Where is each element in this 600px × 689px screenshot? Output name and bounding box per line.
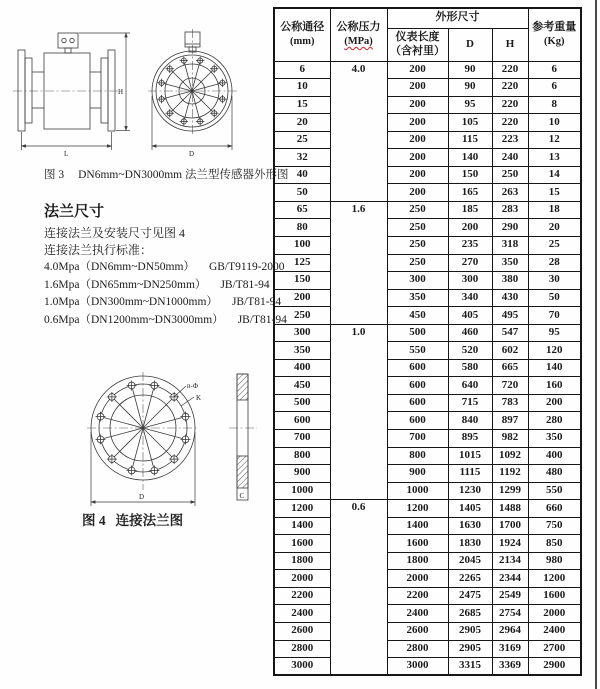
table-row bbox=[274, 166, 581, 184]
d-cell: 105 bbox=[448, 114, 492, 132]
wt-cell: 660 bbox=[528, 500, 581, 518]
standard-code: JB/T81-94 bbox=[231, 296, 282, 308]
h-cell: 2134 bbox=[492, 552, 528, 570]
h-cell: 220 bbox=[492, 61, 528, 79]
d-cell: 1405 bbox=[448, 500, 492, 518]
len-cell: 250 bbox=[387, 236, 448, 254]
col-header-wt-unit: (Kg) bbox=[544, 36, 565, 48]
table-row bbox=[274, 359, 581, 377]
d-cell: 2685 bbox=[448, 605, 492, 623]
h-cell: 982 bbox=[492, 429, 528, 447]
table-row bbox=[274, 552, 581, 570]
len-cell: 200 bbox=[387, 131, 448, 149]
d-cell: 270 bbox=[448, 254, 492, 272]
table-row bbox=[274, 623, 581, 641]
dn-cell: 2400 bbox=[274, 605, 330, 623]
table-row bbox=[274, 61, 581, 79]
len-cell: 1800 bbox=[387, 552, 448, 570]
len-cell: 250 bbox=[387, 254, 448, 272]
sensor-side-view bbox=[13, 33, 130, 158]
h-cell: 430 bbox=[492, 289, 528, 307]
d-cell: 1830 bbox=[448, 535, 492, 553]
table-row bbox=[274, 640, 581, 658]
h-cell: 263 bbox=[492, 184, 528, 202]
standard-item bbox=[44, 293, 287, 311]
len-cell: 2600 bbox=[387, 623, 448, 641]
d-cell: 1630 bbox=[448, 517, 492, 535]
d-cell: 90 bbox=[448, 61, 492, 79]
d-cell: 580 bbox=[448, 359, 492, 377]
d-cell: 1230 bbox=[448, 482, 492, 500]
table-row bbox=[274, 465, 581, 483]
figure3-drawing bbox=[2, 4, 267, 162]
dim-label-D: D bbox=[139, 493, 145, 501]
dn-cell: 50 bbox=[274, 184, 330, 202]
table-row bbox=[274, 535, 581, 553]
wt-cell: 12 bbox=[528, 131, 581, 149]
bolt-circle-label: K bbox=[196, 394, 202, 402]
wt-cell: 2900 bbox=[528, 658, 581, 676]
wt-cell: 120 bbox=[528, 342, 581, 360]
len-cell: 550 bbox=[387, 342, 448, 360]
h-cell: 1092 bbox=[492, 447, 528, 465]
col-header-pn bbox=[330, 8, 387, 61]
dn-cell: 100 bbox=[274, 236, 330, 254]
dn-cell: 2600 bbox=[274, 623, 330, 641]
h-cell: 665 bbox=[492, 359, 528, 377]
h-cell: 318 bbox=[492, 236, 528, 254]
dn-cell: 1800 bbox=[274, 552, 330, 570]
wt-cell: 2400 bbox=[528, 623, 581, 641]
table-row bbox=[274, 570, 581, 588]
flange-front-view bbox=[87, 372, 201, 506]
dn-cell: 125 bbox=[274, 254, 330, 272]
h-cell: 2754 bbox=[492, 605, 528, 623]
d-cell: 3315 bbox=[448, 658, 492, 676]
wt-cell: 50 bbox=[528, 289, 581, 307]
junction-box-side bbox=[58, 33, 78, 53]
wt-cell: 750 bbox=[528, 517, 581, 535]
table-row bbox=[274, 254, 581, 272]
h-cell: 240 bbox=[492, 149, 528, 167]
len-cell: 2200 bbox=[387, 587, 448, 605]
figure4-caption-title: 连接法兰图 bbox=[115, 513, 184, 528]
table-row bbox=[274, 149, 581, 167]
len-cell: 250 bbox=[387, 219, 448, 237]
dn-cell: 80 bbox=[274, 219, 330, 237]
standard-code: JB/T81-94 bbox=[220, 278, 270, 291]
h-cell: 380 bbox=[492, 272, 528, 290]
dn-cell: 1000 bbox=[274, 482, 330, 500]
dn-cell: 2800 bbox=[274, 640, 330, 658]
table-row bbox=[274, 447, 581, 465]
h-cell: 250 bbox=[492, 166, 528, 184]
col-header-dn-unit: (mm) bbox=[290, 36, 315, 48]
table-row bbox=[274, 605, 581, 623]
len-cell: 200 bbox=[387, 79, 448, 97]
dim-label-D: D bbox=[189, 150, 195, 158]
d-cell: 840 bbox=[448, 412, 492, 430]
h-cell: 350 bbox=[492, 254, 528, 272]
h-cell: 223 bbox=[492, 131, 528, 149]
d-cell: 1115 bbox=[448, 465, 492, 483]
wt-cell: 10 bbox=[528, 114, 581, 132]
col-header-wt-label: 参考重量 bbox=[532, 21, 577, 34]
dn-cell: 150 bbox=[274, 272, 330, 290]
dn-cell: 3000 bbox=[274, 658, 330, 676]
h-cell: 1192 bbox=[492, 465, 528, 483]
wt-cell: 280 bbox=[528, 412, 581, 430]
spec-table-body bbox=[274, 61, 581, 675]
dn-cell: 350 bbox=[274, 342, 330, 360]
wt-cell: 18 bbox=[528, 201, 581, 219]
wt-cell: 850 bbox=[528, 535, 581, 553]
flange-para-2: 连接法兰执行标准： bbox=[44, 243, 153, 257]
standard-spec: 1.0Mpa（DN300mm~DN1000mm） bbox=[44, 296, 218, 308]
page-edge-line bbox=[595, 0, 597, 689]
pn-cell: 4.0 bbox=[330, 61, 387, 201]
len-cell: 500 bbox=[387, 324, 448, 342]
h-cell: 720 bbox=[492, 377, 528, 395]
d-cell: 520 bbox=[448, 342, 492, 360]
len-cell: 1400 bbox=[387, 517, 448, 535]
len-cell: 200 bbox=[387, 166, 448, 184]
col-header-dn-label: 公称通径 bbox=[280, 21, 325, 34]
col-header-length-label: 仪表长度 bbox=[395, 30, 440, 43]
bolt-count-label: n-Φ bbox=[187, 382, 198, 390]
pn-cell: 1.0 bbox=[330, 324, 387, 499]
d-cell: 150 bbox=[448, 166, 492, 184]
d-cell: 2905 bbox=[448, 623, 492, 641]
col-header-d: D bbox=[448, 28, 492, 61]
flange-para-1: 连接法兰及安装尺寸见图 4 bbox=[44, 226, 186, 240]
h-cell: 2964 bbox=[492, 623, 528, 641]
h-cell: 2549 bbox=[492, 587, 528, 605]
dn-cell: 15 bbox=[274, 96, 330, 114]
len-cell: 1200 bbox=[387, 500, 448, 518]
dn-cell: 32 bbox=[274, 149, 330, 167]
wt-cell: 480 bbox=[528, 465, 581, 483]
table-row bbox=[274, 377, 581, 395]
table-row bbox=[274, 131, 581, 149]
len-cell: 3000 bbox=[387, 658, 448, 676]
h-cell: 220 bbox=[492, 79, 528, 97]
wt-cell: 28 bbox=[528, 254, 581, 272]
d-cell: 405 bbox=[448, 307, 492, 325]
d-cell: 340 bbox=[448, 289, 492, 307]
wt-cell: 15 bbox=[528, 184, 581, 202]
len-cell: 1600 bbox=[387, 535, 448, 553]
wt-cell: 13 bbox=[528, 149, 581, 167]
d-cell: 2265 bbox=[448, 570, 492, 588]
len-cell: 350 bbox=[387, 289, 448, 307]
h-cell: 220 bbox=[492, 96, 528, 114]
h-cell: 3369 bbox=[492, 658, 528, 676]
standard-item bbox=[44, 311, 287, 329]
len-cell: 700 bbox=[387, 429, 448, 447]
h-cell: 1700 bbox=[492, 517, 528, 535]
wt-cell: 160 bbox=[528, 377, 581, 395]
dn-cell: 25 bbox=[274, 131, 330, 149]
len-cell: 200 bbox=[387, 114, 448, 132]
wt-cell: 980 bbox=[528, 552, 581, 570]
d-cell: 640 bbox=[448, 377, 492, 395]
len-cell: 2800 bbox=[387, 640, 448, 658]
d-cell: 895 bbox=[448, 429, 492, 447]
spec-table bbox=[273, 7, 582, 676]
table-row bbox=[274, 79, 581, 97]
table-row bbox=[274, 114, 581, 132]
h-cell: 2344 bbox=[492, 570, 528, 588]
wt-cell: 14 bbox=[528, 166, 581, 184]
dn-cell: 700 bbox=[274, 429, 330, 447]
wt-cell: 20 bbox=[528, 219, 581, 237]
wt-cell: 70 bbox=[528, 307, 581, 325]
d-cell: 2475 bbox=[448, 587, 492, 605]
dn-cell: 300 bbox=[274, 324, 330, 342]
dn-cell: 2200 bbox=[274, 587, 330, 605]
h-cell: 1299 bbox=[492, 482, 528, 500]
len-cell: 600 bbox=[387, 394, 448, 412]
dn-cell: 6 bbox=[274, 61, 330, 79]
col-header-length-note: （含衬里） bbox=[390, 44, 445, 57]
len-cell: 200 bbox=[387, 96, 448, 114]
dn-cell: 10 bbox=[274, 79, 330, 97]
d-cell: 200 bbox=[448, 219, 492, 237]
col-header-dn bbox=[274, 8, 330, 61]
flange-standards-list bbox=[44, 258, 287, 328]
dim-label-H: H bbox=[118, 88, 124, 96]
h-cell: 1924 bbox=[492, 535, 528, 553]
standard-code: JB/T81-94 bbox=[237, 313, 287, 326]
wt-cell: 1200 bbox=[528, 570, 581, 588]
figure4-drawing bbox=[0, 368, 270, 508]
dn-cell: 200 bbox=[274, 289, 330, 307]
d-cell: 2905 bbox=[448, 640, 492, 658]
h-cell: 3169 bbox=[492, 640, 528, 658]
len-cell: 200 bbox=[387, 61, 448, 79]
thickness-label-C: C bbox=[239, 492, 245, 500]
len-cell: 250 bbox=[387, 201, 448, 219]
wt-cell: 1600 bbox=[528, 587, 581, 605]
wt-cell: 200 bbox=[528, 394, 581, 412]
wt-cell: 6 bbox=[528, 61, 581, 79]
h-cell: 897 bbox=[492, 412, 528, 430]
d-cell: 165 bbox=[448, 184, 492, 202]
dn-cell: 65 bbox=[274, 201, 330, 219]
wt-cell: 6 bbox=[528, 79, 581, 97]
wt-cell: 95 bbox=[528, 324, 581, 342]
table-row bbox=[274, 412, 581, 430]
wt-cell: 25 bbox=[528, 236, 581, 254]
len-cell: 300 bbox=[387, 272, 448, 290]
d-cell: 300 bbox=[448, 272, 492, 290]
len-cell: 600 bbox=[387, 377, 448, 395]
figure3-caption bbox=[44, 166, 288, 182]
table-row bbox=[274, 272, 581, 290]
len-cell: 900 bbox=[387, 465, 448, 483]
figure4-caption bbox=[82, 509, 183, 529]
h-cell: 290 bbox=[492, 219, 528, 237]
wt-cell: 2000 bbox=[528, 605, 581, 623]
table-row bbox=[274, 517, 581, 535]
table-row bbox=[274, 201, 581, 219]
dn-cell: 800 bbox=[274, 447, 330, 465]
len-cell: 2400 bbox=[387, 605, 448, 623]
table-row bbox=[274, 307, 581, 325]
standard-spec: 0.6Mpa（DN1200mm~DN3000mm） bbox=[44, 313, 224, 326]
standard-item bbox=[44, 276, 287, 294]
dn-cell: 1600 bbox=[274, 535, 330, 553]
wt-cell: 400 bbox=[528, 447, 581, 465]
dn-cell: 500 bbox=[274, 394, 330, 412]
h-cell: 602 bbox=[492, 342, 528, 360]
dn-cell: 450 bbox=[274, 377, 330, 395]
table-row bbox=[274, 219, 581, 237]
col-header-pn-label: 公称压力 bbox=[336, 21, 381, 34]
len-cell: 800 bbox=[387, 447, 448, 465]
len-cell: 1000 bbox=[387, 482, 448, 500]
standard-item bbox=[44, 258, 287, 276]
table-row bbox=[274, 394, 581, 412]
dn-cell: 1400 bbox=[274, 517, 330, 535]
flange-section-view bbox=[229, 374, 257, 500]
col-header-h: H bbox=[492, 28, 528, 61]
len-cell: 600 bbox=[387, 359, 448, 377]
figure4-caption-label: 图 4 bbox=[82, 513, 106, 528]
dn-cell: 2000 bbox=[274, 570, 330, 588]
dn-cell: 600 bbox=[274, 412, 330, 430]
wt-cell: 30 bbox=[528, 272, 581, 290]
pn-cell: 1.6 bbox=[330, 201, 387, 324]
d-cell: 140 bbox=[448, 149, 492, 167]
pn-cell: 0.6 bbox=[330, 500, 387, 675]
table-row bbox=[274, 236, 581, 254]
len-cell: 200 bbox=[387, 149, 448, 167]
dn-cell: 250 bbox=[274, 307, 330, 325]
col-header-dims: 外形尺寸 bbox=[387, 8, 528, 28]
table-row bbox=[274, 342, 581, 360]
col-header-length bbox=[387, 28, 448, 61]
col-header-wt bbox=[528, 8, 581, 61]
h-cell: 783 bbox=[492, 394, 528, 412]
h-cell: 547 bbox=[492, 324, 528, 342]
d-cell: 95 bbox=[448, 96, 492, 114]
wt-cell: 350 bbox=[528, 429, 581, 447]
h-cell: 1488 bbox=[492, 500, 528, 518]
table-row bbox=[274, 482, 581, 500]
h-cell: 283 bbox=[492, 201, 528, 219]
standard-spec: 1.6Mpa（DN65mm~DN250mm） bbox=[44, 278, 207, 291]
dn-cell: 900 bbox=[274, 465, 330, 483]
len-cell: 200 bbox=[387, 184, 448, 202]
d-cell: 2045 bbox=[448, 552, 492, 570]
d-cell: 460 bbox=[448, 324, 492, 342]
d-cell: 235 bbox=[448, 236, 492, 254]
figure3-caption-label: 图 3 bbox=[44, 169, 65, 181]
standard-code: GB/T9119-2000 bbox=[208, 261, 285, 273]
table-row bbox=[274, 587, 581, 605]
wt-cell: 8 bbox=[528, 96, 581, 114]
standard-spec: 4.0Mpa（DN6mm~DN50mm） bbox=[44, 261, 195, 273]
dn-cell: 20 bbox=[274, 114, 330, 132]
dn-cell: 1200 bbox=[274, 500, 330, 518]
dn-cell: 400 bbox=[274, 359, 330, 377]
len-cell: 2000 bbox=[387, 570, 448, 588]
d-cell: 185 bbox=[448, 201, 492, 219]
len-cell: 450 bbox=[387, 307, 448, 325]
d-cell: 115 bbox=[448, 131, 492, 149]
flange-size-heading: 法兰尺寸 bbox=[44, 204, 105, 220]
d-cell: 1015 bbox=[448, 447, 492, 465]
table-row bbox=[274, 184, 581, 202]
h-cell: 495 bbox=[492, 307, 528, 325]
table-row bbox=[274, 289, 581, 307]
table-row bbox=[274, 658, 581, 676]
figure3-caption-title: DN6mm~DN3000mm 法兰型传感器外形图 bbox=[78, 169, 289, 181]
table-row bbox=[274, 500, 581, 518]
col-header-pn-unit: (MPa) bbox=[344, 36, 373, 48]
table-row bbox=[274, 429, 581, 447]
d-cell: 90 bbox=[448, 79, 492, 97]
wt-cell: 2700 bbox=[528, 640, 581, 658]
dim-label-L: L bbox=[64, 150, 69, 158]
wt-cell: 140 bbox=[528, 359, 581, 377]
sensor-front-view bbox=[148, 29, 238, 158]
h-cell: 220 bbox=[492, 114, 528, 132]
len-cell: 600 bbox=[387, 412, 448, 430]
dn-cell: 40 bbox=[274, 166, 330, 184]
table-row bbox=[274, 324, 581, 342]
d-cell: 715 bbox=[448, 394, 492, 412]
table-row bbox=[274, 96, 581, 114]
wt-cell: 550 bbox=[528, 482, 581, 500]
